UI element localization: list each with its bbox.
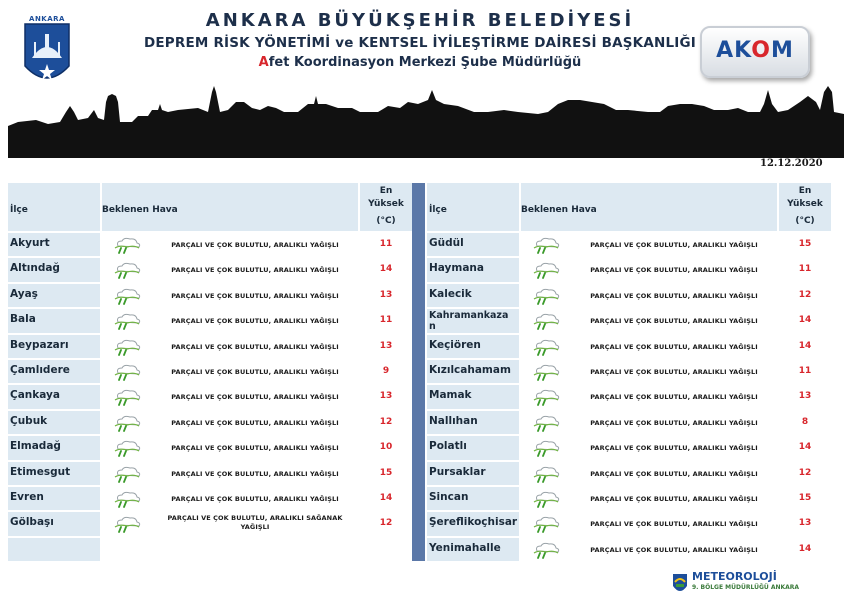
- partly-cloudy-rain-icon: [531, 388, 561, 410]
- max-temperature: 13: [360, 335, 412, 358]
- district-name: Pursaklar: [427, 462, 519, 485]
- partly-cloudy-rain-icon: [112, 261, 142, 283]
- district-name: Çamlıdere: [8, 360, 100, 383]
- max-temperature: 14: [779, 436, 831, 459]
- weather-icon-cell: [102, 436, 150, 459]
- weather-description: PARÇALI VE ÇOK BULUTLU, ARALIKLI YAĞIŞLI: [152, 360, 358, 383]
- table-header: [8, 183, 412, 233]
- header: [0, 0, 850, 169]
- district-name: Beypazarı: [8, 335, 100, 358]
- table-row-empty: [8, 538, 412, 563]
- partly-cloudy-rain-icon: [531, 414, 561, 436]
- column-max-line3: (°C): [376, 216, 396, 226]
- table-divider: [412, 183, 425, 561]
- weather-icon-cell: [102, 385, 150, 408]
- partly-cloudy-rain-icon: [112, 312, 142, 334]
- weather-icon-cell: [521, 258, 569, 281]
- akom-badge-right: M: [770, 38, 794, 63]
- weather-icon-cell: [521, 462, 569, 485]
- weather-description: PARÇALI VE ÇOK BULUTLU, ARALIKLI YAĞIŞLI: [571, 436, 777, 459]
- max-temperature: 15: [779, 233, 831, 256]
- akom-badge: [700, 26, 810, 78]
- district-name: Kalecik: [427, 284, 519, 307]
- forecast-table-left: [8, 183, 412, 563]
- max-temperature: 13: [779, 385, 831, 408]
- page-subtitle: DEPREM RİSK YÖNETİMİ ve KENTSEL İYİLEŞTİRME DAİRESİ BAŞKANLIĞI: [143, 35, 697, 51]
- table-row: [8, 309, 412, 334]
- column-weather: Beklenen Hava: [102, 183, 358, 231]
- table-row: [427, 385, 831, 410]
- table-row: [8, 233, 412, 258]
- district-name: Sincan: [427, 487, 519, 510]
- table-row: [427, 258, 831, 283]
- column-max-line1: En: [798, 186, 812, 196]
- column-weather: Beklenen Hava: [521, 183, 777, 231]
- partly-cloudy-rain-icon: [531, 236, 561, 258]
- empty-cell: [152, 538, 358, 561]
- weather-description: PARÇALI VE ÇOK BULUTLU, ARALIKLI YAĞIŞLI: [571, 538, 777, 561]
- ankara-skyline-image: [8, 82, 844, 158]
- page-title: ANKARA BÜYÜKŞEHİR BELEDİYESİ: [205, 10, 635, 31]
- table-body: [8, 233, 412, 538]
- weather-icon-cell: [102, 512, 150, 535]
- partly-cloudy-rain-icon: [531, 312, 561, 334]
- district-name: Akyurt: [8, 233, 100, 256]
- table-row: [427, 538, 831, 563]
- max-temperature: 13: [360, 284, 412, 307]
- partly-cloudy-rain-icon: [531, 363, 561, 385]
- partly-cloudy-rain-icon: [112, 287, 142, 309]
- max-temperature: 11: [779, 258, 831, 281]
- weather-description: PARÇALI VE ÇOK BULUTLU, ARALIKLI YAĞIŞLI: [571, 411, 777, 434]
- weather-icon-cell: [102, 335, 150, 358]
- max-temperature: 8: [779, 411, 831, 434]
- meteoroloji-subtitle: 9. BÖLGE MÜDÜRLÜĞÜ ANKARA: [692, 584, 800, 591]
- weather-description: PARÇALI VE ÇOK BULUTLU, ARALIKLI YAĞIŞLI: [152, 335, 358, 358]
- weather-icon-cell: [521, 487, 569, 510]
- partly-cloudy-rain-icon: [112, 439, 142, 461]
- max-temperature: 15: [779, 487, 831, 510]
- weather-icon-cell: [102, 258, 150, 281]
- column-max-line2: Yüksek: [787, 199, 823, 209]
- weather-description: PARÇALI VE ÇOK BULUTLU, ARALIKLI YAĞIŞLI: [152, 309, 358, 332]
- table-row: [8, 487, 412, 512]
- page-title-block: [100, 10, 740, 70]
- max-temperature: 14: [779, 538, 831, 561]
- table-row: [427, 462, 831, 487]
- partly-cloudy-rain-icon: [531, 287, 561, 309]
- weather-icon-cell: [521, 309, 569, 332]
- weather-description-line2: YAĞIŞLI: [240, 523, 270, 532]
- forecast-table-right: [427, 183, 831, 563]
- weather-description: PARÇALI VE ÇOK BULUTLU, ARALIKLI YAĞIŞLI: [571, 284, 777, 307]
- max-temperature: 11: [360, 309, 412, 332]
- report-date: 12.12.2020: [760, 158, 823, 169]
- max-temperature: 14: [360, 258, 412, 281]
- partly-cloudy-rain-icon: [531, 541, 561, 563]
- table-row: [8, 411, 412, 436]
- empty-cell: [102, 538, 150, 561]
- table-row: [427, 436, 831, 461]
- weather-icon-cell: [521, 233, 569, 256]
- table-row: [427, 335, 831, 360]
- meteoroloji-emblem-icon: [672, 572, 688, 596]
- weather-description-line1: PARÇALI VE ÇOK BULUTLU, ARALIKLI SAĞANAK: [167, 514, 343, 523]
- ankara-logo-icon: [22, 14, 72, 92]
- weather-description: PARÇALI VE ÇOK BULUTLU, ARALIKLI YAĞIŞLI: [571, 487, 777, 510]
- district-name: Mamak: [427, 385, 519, 408]
- weather-description: [152, 512, 358, 535]
- weather-icon-cell: [521, 436, 569, 459]
- column-district: İlçe: [8, 183, 100, 231]
- weather-description: PARÇALI VE ÇOK BULUTLU, ARALIKLI YAĞIŞLI: [152, 233, 358, 256]
- partly-cloudy-rain-icon: [112, 363, 142, 385]
- max-temperature: 13: [360, 385, 412, 408]
- table-row: [8, 284, 412, 309]
- table-row: [427, 233, 831, 258]
- district-name: Kızılcahamam: [427, 360, 519, 383]
- weather-description: PARÇALI VE ÇOK BULUTLU, ARALIKLI YAĞIŞLI: [152, 436, 358, 459]
- weather-description: PARÇALI VE ÇOK BULUTLU, ARALIKLI YAĞIŞLI: [571, 360, 777, 383]
- max-temperature: 11: [779, 360, 831, 383]
- district-name: Gölbaşı: [8, 512, 100, 535]
- partly-cloudy-rain-icon: [531, 439, 561, 461]
- table-row: [8, 462, 412, 487]
- table-row: [427, 411, 831, 436]
- weather-description: PARÇALI VE ÇOK BULUTLU, ARALIKLI YAĞIŞLI: [571, 258, 777, 281]
- table-row: [8, 335, 412, 360]
- district-name: Evren: [8, 487, 100, 510]
- district-name: [427, 309, 519, 332]
- partly-cloudy-rain-icon: [112, 338, 142, 360]
- table-row: [427, 512, 831, 537]
- district-name: Çubuk: [8, 411, 100, 434]
- weather-description: PARÇALI VE ÇOK BULUTLU, ARALIKLI YAĞIŞLI: [571, 385, 777, 408]
- partly-cloudy-rain-icon: [531, 490, 561, 512]
- table-row: [8, 436, 412, 461]
- meteoroloji-title: METEOROLOJİ: [692, 570, 777, 583]
- empty-cell: [8, 538, 100, 561]
- weather-icon-cell: [102, 360, 150, 383]
- max-temperature: 12: [360, 411, 412, 434]
- weather-icon-cell: [521, 335, 569, 358]
- table-row: [427, 360, 831, 385]
- table-row: [427, 309, 831, 334]
- table-row: [8, 512, 412, 537]
- weather-description: PARÇALI VE ÇOK BULUTLU, ARALIKLI YAĞIŞLI: [152, 487, 358, 510]
- partly-cloudy-rain-icon: [112, 490, 142, 512]
- district-name: Güdül: [427, 233, 519, 256]
- column-max-temp: [360, 183, 412, 231]
- weather-description: PARÇALI VE ÇOK BULUTLU, ARALIKLI YAĞIŞLI: [152, 258, 358, 281]
- table-header: [427, 183, 831, 233]
- partly-cloudy-rain-icon: [112, 465, 142, 487]
- table-row: [427, 284, 831, 309]
- max-temperature: 12: [360, 512, 412, 535]
- district-name-line1: Kahramankaza: [429, 310, 509, 322]
- weather-description: PARÇALI VE ÇOK BULUTLU, ARALIKLI YAĞIŞLI: [571, 335, 777, 358]
- weather-description: PARÇALI VE ÇOK BULUTLU, ARALIKLI YAĞIŞLI: [571, 512, 777, 535]
- column-max-line3: (°C): [795, 216, 815, 226]
- district-name: Yenimahalle: [427, 538, 519, 561]
- logo-caption: ANKARA: [29, 15, 65, 23]
- akom-badge-o: O: [751, 38, 771, 63]
- max-temperature: 10: [360, 436, 412, 459]
- weather-icon-cell: [102, 411, 150, 434]
- district-name-line2: n: [429, 321, 436, 333]
- unit-title-rest: fet Koordinasyon Merkezi Şube Müdürlüğü: [268, 55, 582, 70]
- empty-cell: [360, 538, 412, 561]
- akom-badge-left: AK: [716, 38, 752, 63]
- weather-icon-cell: [521, 360, 569, 383]
- weather-icon-cell: [102, 462, 150, 485]
- district-name: Şereflikoçhisar: [427, 512, 519, 535]
- table-body: [427, 233, 831, 563]
- partly-cloudy-rain-icon: [531, 465, 561, 487]
- max-temperature: 12: [779, 284, 831, 307]
- column-max-temp: [779, 183, 831, 231]
- meteoroloji-logo: [672, 570, 822, 598]
- page-unit-title: [100, 55, 740, 70]
- table-row: [427, 487, 831, 512]
- partly-cloudy-rain-icon: [112, 515, 142, 537]
- weather-icon-cell: [521, 284, 569, 307]
- district-name: Elmadağ: [8, 436, 100, 459]
- column-max-line2: Yüksek: [368, 199, 404, 209]
- weather-icon-cell: [102, 487, 150, 510]
- partly-cloudy-rain-icon: [531, 338, 561, 360]
- weather-description: PARÇALI VE ÇOK BULUTLU, ARALIKLI YAĞIŞLI: [152, 462, 358, 485]
- partly-cloudy-rain-icon: [112, 414, 142, 436]
- partly-cloudy-rain-icon: [531, 515, 561, 537]
- column-district: İlçe: [427, 183, 519, 231]
- max-temperature: 11: [360, 233, 412, 256]
- weather-icon-cell: [102, 233, 150, 256]
- weather-description: PARÇALI VE ÇOK BULUTLU, ARALIKLI YAĞIŞLI: [571, 309, 777, 332]
- max-temperature: 12: [779, 462, 831, 485]
- max-temperature: 14: [779, 335, 831, 358]
- weather-description: PARÇALI VE ÇOK BULUTLU, ARALIKLI YAĞIŞLI: [152, 411, 358, 434]
- weather-icon-cell: [102, 284, 150, 307]
- max-temperature: 14: [779, 309, 831, 332]
- column-max-line1: En: [379, 186, 393, 196]
- partly-cloudy-rain-icon: [112, 388, 142, 410]
- district-name: Polatlı: [427, 436, 519, 459]
- district-name: Nallıhan: [427, 411, 519, 434]
- table-row: [8, 385, 412, 410]
- max-temperature: 9: [360, 360, 412, 383]
- district-name: Keçiören: [427, 335, 519, 358]
- weather-description: PARÇALI VE ÇOK BULUTLU, ARALIKLI YAĞIŞLI: [152, 284, 358, 307]
- max-temperature: 13: [779, 512, 831, 535]
- district-name: Çankaya: [8, 385, 100, 408]
- weather-icon-cell: [521, 538, 569, 561]
- weather-description: PARÇALI VE ÇOK BULUTLU, ARALIKLI YAĞIŞLI: [571, 462, 777, 485]
- table-row: [8, 258, 412, 283]
- weather-icon-cell: [102, 309, 150, 332]
- district-name: Altındağ: [8, 258, 100, 281]
- partly-cloudy-rain-icon: [531, 261, 561, 283]
- unit-title-initial: A: [258, 55, 269, 70]
- weather-icon-cell: [521, 512, 569, 535]
- table-row: [8, 360, 412, 385]
- district-name: Etimesgut: [8, 462, 100, 485]
- weather-icon-cell: [521, 385, 569, 408]
- max-temperature: 14: [360, 487, 412, 510]
- partly-cloudy-rain-icon: [112, 236, 142, 258]
- max-temperature: 15: [360, 462, 412, 485]
- district-name: Haymana: [427, 258, 519, 281]
- district-name: Bala: [8, 309, 100, 332]
- weather-description: PARÇALI VE ÇOK BULUTLU, ARALIKLI YAĞIŞLI: [152, 385, 358, 408]
- district-name: Ayaş: [8, 284, 100, 307]
- weather-icon-cell: [521, 411, 569, 434]
- weather-description: PARÇALI VE ÇOK BULUTLU, ARALIKLI YAĞIŞLI: [571, 233, 777, 256]
